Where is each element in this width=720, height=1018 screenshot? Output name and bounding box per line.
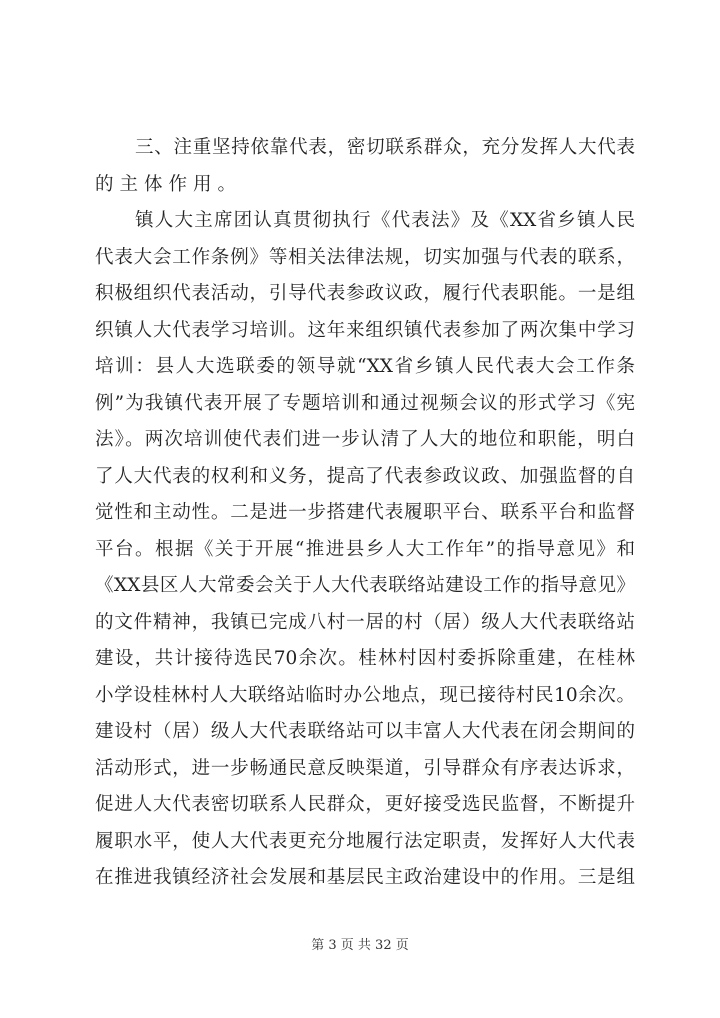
text-line: 促进人大代表密切联系人民群众，更好接受选民监督，不断提升 bbox=[95, 794, 635, 815]
text-line: 例”为我镇代表开展了专题培训和通过视频会议的形式学习《宪 bbox=[95, 392, 635, 414]
text-line: 的文件精神，我镇已完成八村一居的村（居）级人大代表联络站 bbox=[95, 611, 635, 633]
page-footer: 第 3 页 共 32 页 bbox=[311, 938, 409, 953]
text-line: 履职水平，使人大代表更充分地履行法定职责，发挥好人大代表 bbox=[95, 830, 635, 852]
text-line: 活动形式，进一步畅通民意反映渠道，引导群众有序表达诉求， bbox=[95, 757, 635, 779]
text-line: 法》。两次培训使代表们进一步认清了人大的地位和职能，明白 bbox=[95, 429, 635, 450]
body-text bbox=[95, 132, 635, 899]
text-line: 培训：县人大选联委的领导就“XX省乡镇人民代表大会工作条 bbox=[95, 356, 635, 377]
text-line: 代表大会工作条例》等相关法律法规，切实加强与代表的联系， bbox=[95, 246, 635, 268]
text-line: 建设村（居）级人大代表联络站可以丰富人大代表在闭会期间的 bbox=[95, 721, 635, 742]
text-line: 《XX县区人大常委会关于人大代表联络站建设工作的指导意见》 bbox=[95, 575, 635, 596]
text-line: 平台。根据《关于开展“推进县乡人大工作年”的指导意见》和 bbox=[95, 538, 635, 560]
text-line: 织镇人大代表学习培训。这年来组织镇代表参加了两次集中学习 bbox=[95, 319, 635, 341]
text-line: 小学设桂林村人大联络站临时办公地点，现已接待村民10余次。 bbox=[95, 684, 635, 706]
text-line: 的主体作用。 bbox=[95, 173, 243, 195]
text-line: 在推进我镇经济社会发展和基层民主政治建设中的作用。三是组 bbox=[95, 867, 635, 888]
text-line: 积极组织代表活动，引导代表参政议政，履行代表职能。一是组 bbox=[95, 283, 635, 304]
text-line: 三、注重坚持依靠代表，密切联系群众，充分发挥人大代表 bbox=[135, 137, 635, 158]
text-line: 建设，共计接待选民70余次。桂林村因村委拆除重建，在桂林 bbox=[95, 648, 635, 669]
text-line: 镇人大主席团认真贯彻执行《代表法》及《XX省乡镇人民 bbox=[135, 210, 635, 231]
text-line: 了人大代表的权利和义务，提高了代表参政议政、加强监督的自 bbox=[95, 465, 635, 487]
text-line: 觉性和主动性。二是进一步搭建代表履职平台、联系平台和监督 bbox=[95, 502, 635, 523]
